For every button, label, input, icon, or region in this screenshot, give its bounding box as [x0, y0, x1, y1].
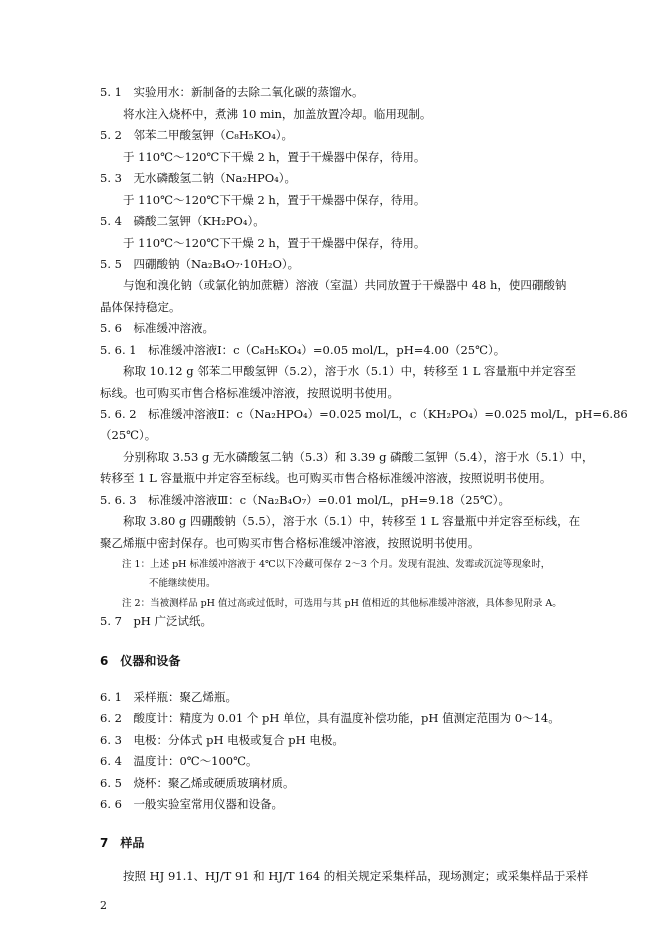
item-5-6-2-text-line1: 分别称取 3.53 g 无水磷酸氢二钠（5.3）和 3.39 g 磷酸二氢钾（5.4），溶于水（5.1）中， — [123, 450, 594, 464]
item-5-6-1-text-line2: 标线。也可购买市售合格标准缓冲溶液，按照说明书使用。 — [100, 386, 399, 400]
item-5-5-text-line1: 与饱和溴化钠（或氯化钠加蔗糖）溶液（室温）共同放置于干燥器中 48 h，使四硼酸钠 — [123, 278, 567, 292]
note-1-cont: 不能继续使用。 — [149, 578, 216, 589]
item-6-1: 6. 1 采样瓶：聚乙烯瓶。 — [100, 690, 237, 704]
section-7-text: 按照 HJ 91.1、HJ/T 91 和 HJ/T 164 的相关规定采集样品，现场测定；或采集样品于采样 — [123, 869, 589, 883]
note-1: 注 1：上述 pH 标准缓冲溶液于 4℃以下冷藏可保存 2～3 个月。发现有混浊、发霉或沉淀等现象时， — [122, 559, 551, 570]
item-5-6-3: 5. 6. 3 标准缓冲溶液Ⅲ：c（Na₂B₄O₇）=0.01 mol/L，pH=9.18（25℃）。 — [100, 493, 511, 507]
item-6-6: 6. 6 一般实验室常用仪器和设备。 — [100, 797, 283, 811]
item-5-3-text: 于 110℃～120℃下干燥 2 h，置于干燥器中保存，待用。 — [123, 193, 426, 207]
item-5-6: 5. 6 标准缓冲溶液。 — [100, 321, 214, 335]
item-5-2-text: 于 110℃～120℃下干燥 2 h，置于干燥器中保存，待用。 — [123, 150, 426, 164]
item-6-4: 6. 4 温度计：0℃～100℃。 — [100, 754, 258, 768]
item-5-1-text: 将水注入烧杯中，煮沸 10 min，加盖放置冷却。临用现制。 — [123, 107, 432, 121]
item-5-6-1: 5. 6. 1 标准缓冲溶液Ⅰ：c（C₈H₅KO₄）=0.05 mol/L，pH=4.00（25℃）。 — [100, 343, 506, 357]
item-5-5: 5. 5 四硼酸钠（Na₂B₄O₇·10H₂O）。 — [100, 257, 300, 271]
item-5-5-text-line2: 晶体保持稳定。 — [100, 300, 181, 314]
item-5-7: 5. 7 pH 广泛试纸。 — [100, 614, 212, 628]
item-6-3: 6. 3 电极：分体式 pH 电极或复合 pH 电极。 — [100, 733, 344, 747]
item-5-4: 5. 4 磷酸二氢钾（KH₂PO₄）。 — [100, 214, 265, 228]
item-5-4-text: 于 110℃～120℃下干燥 2 h，置于干燥器中保存，待用。 — [123, 236, 426, 250]
item-5-1: 5. 1 实验用水：新制备的去除二氧化碳的蒸馏水。 — [100, 85, 364, 99]
section-7-heading: 7 样品 — [100, 836, 145, 850]
item-5-6-2: 5. 6. 2 标准缓冲溶液Ⅱ：c（Na₂HPO₄）=0.025 mol/L，c（KH₂PO₄）=0.025 mol/L，pH=6.86 — [100, 407, 628, 421]
note-2: 注 2：当被测样品 pH 值过高或过低时，可选用与其 pH 值相近的其他标准缓冲溶液，具体参见附录 A。 — [122, 598, 562, 609]
item-5-6-3-text-line1: 称取 3.80 g 四硼酸钠（5.5），溶于水（5.1）中，转移至 1 L 容量瓶中并定容至标线，在 — [123, 514, 581, 528]
item-5-6-2-text-line2: 转移至 1 L 容量瓶中并定容至标线。也可购买市售合格标准缓冲溶液，按照说明书使用。 — [100, 471, 552, 485]
item-5-6-1-text-line1: 称取 10.12 g 邻苯二甲酸氢钾（5.2），溶于水（5.1）中，转移至 1 L 容量瓶中并定容至 — [123, 364, 576, 378]
item-5-2: 5. 2 邻苯二甲酸氢钾（C₈H₅KO₄）。 — [100, 128, 294, 142]
page-number: 2 — [100, 899, 107, 912]
item-6-5: 6. 5 烧杯：聚乙烯或硬质玻璃材质。 — [100, 776, 295, 790]
item-5-6-3-text-line2: 聚乙烯瓶中密封保存。也可购买市售合格标准缓冲溶液，按照说明书使用。 — [100, 536, 480, 550]
item-6-2: 6. 2 酸度计：精度为 0.01 个 pH 单位，具有温度补偿功能，pH 值测定范围为 0～14。 — [100, 711, 560, 725]
item-5-3: 5. 3 无水磷酸氢二钠（Na₂HPO₄）。 — [100, 171, 297, 185]
section-6-heading: 6 仪器和设备 — [100, 654, 181, 668]
item-5-6-2-cont: （25℃）。 — [100, 428, 157, 442]
